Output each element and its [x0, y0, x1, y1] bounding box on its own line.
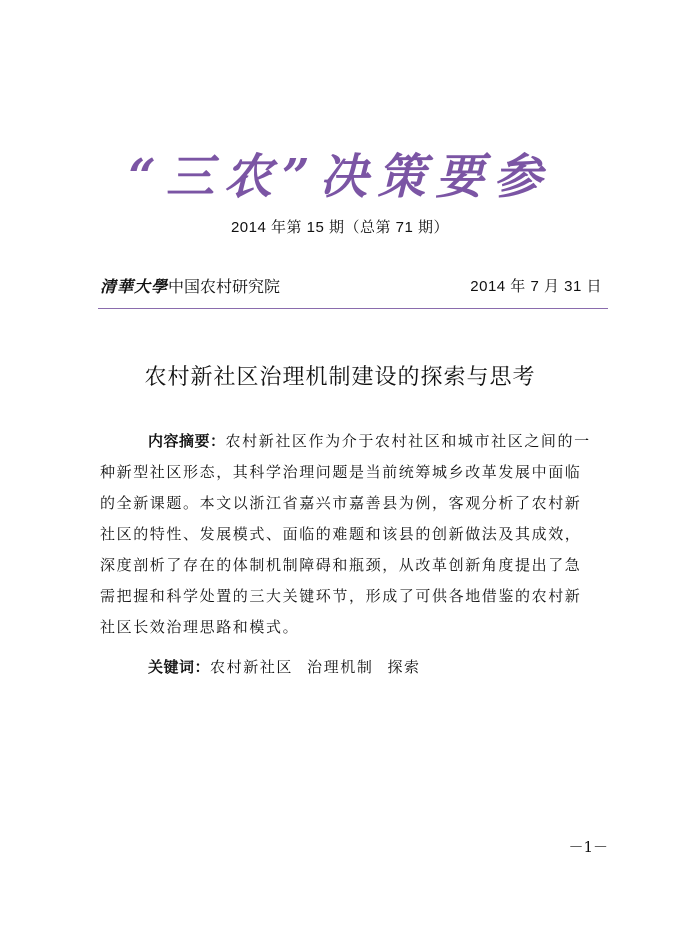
- university-logotype: 清華大學: [100, 277, 169, 296]
- abstract-line: 需把握和科学处置的三大关键环节，形成了可供各地借鉴的农村新: [100, 587, 582, 605]
- abstract-line: [148, 430, 620, 451]
- publication-date: 2014 年 7 月 31 日: [470, 278, 602, 295]
- article-title: 农村新社区治理机制建设的探索与思考: [144, 365, 536, 390]
- masthead-title: “三农”决策要参: [128, 149, 552, 205]
- keyword: 治理机制: [307, 658, 374, 676]
- abstract-line: 社区长效治理思路和模式。: [100, 618, 300, 636]
- abstract-line: 深度剖析了存在的体制机制障碍和瓶颈，从改革创新角度提出了急: [100, 556, 582, 574]
- abstract-text: 农村新社区作为介于农村社区和城市社区之间的一: [225, 432, 591, 450]
- issue-number: 2014 年第 15 期（总第 71 期）: [230, 219, 450, 236]
- page-number: －1－: [568, 838, 608, 856]
- abstract-line: 种新型社区形态，其科学治理问题是当前统筹城乡改革发展中面临: [100, 463, 582, 481]
- keyword: 农村新社区: [210, 658, 294, 676]
- header-divider: [98, 308, 608, 309]
- institute-name: [100, 274, 280, 297]
- keywords-line: [148, 656, 620, 677]
- keyword: 探索: [387, 658, 421, 676]
- keywords-label: 关键词：: [148, 659, 211, 676]
- abstract-line: 的全新课题。本文以浙江省嘉兴市嘉善县为例，客观分析了农村新: [100, 494, 582, 512]
- abstract-label: 内容摘要：: [148, 433, 226, 450]
- institute-label: 中国农村研究院: [168, 277, 281, 296]
- abstract-line: 社区的特性、发展模式、面临的难题和该县的创新做法及其成效，: [100, 525, 582, 543]
